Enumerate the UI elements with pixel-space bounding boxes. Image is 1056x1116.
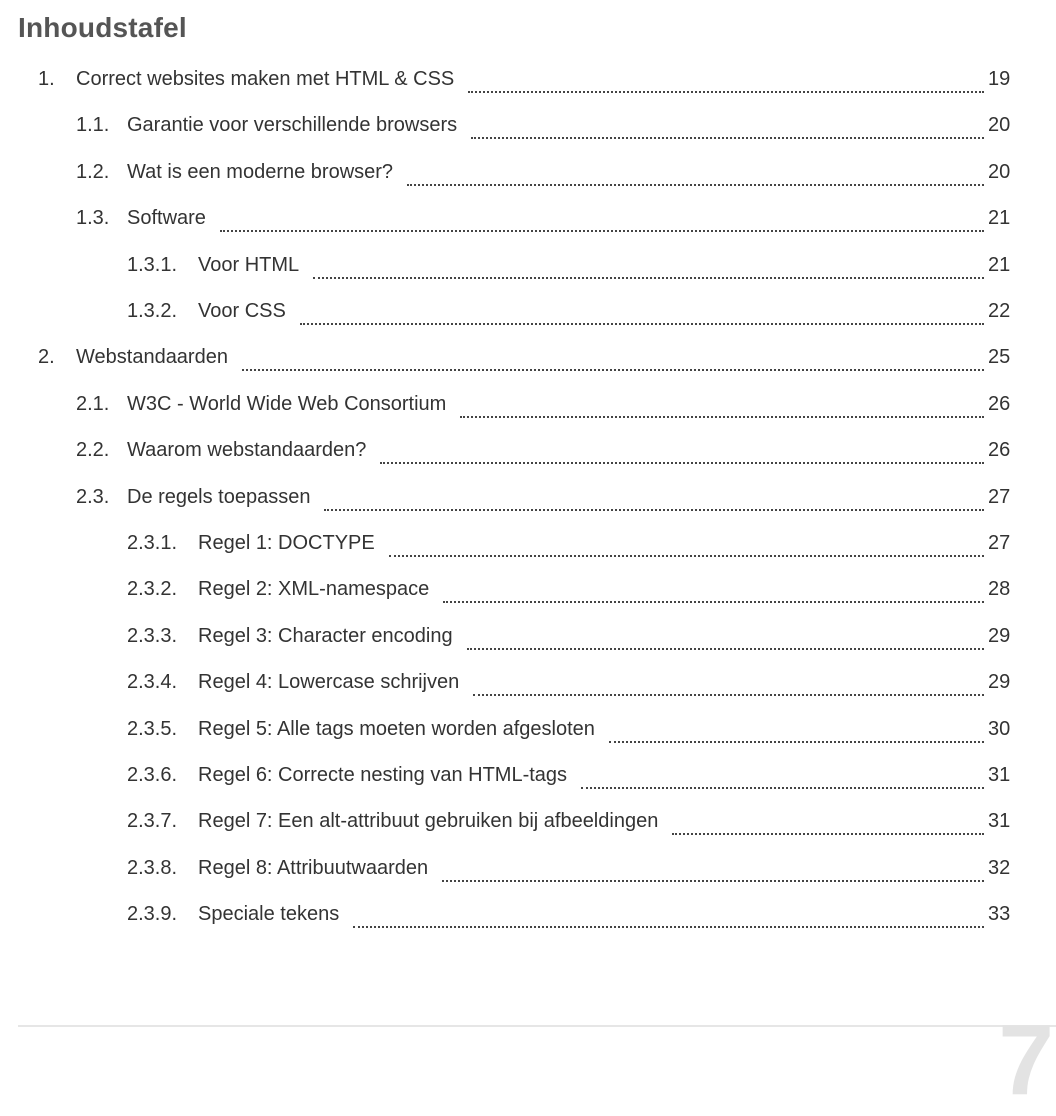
toc-entry-title-wrap: [127, 195, 984, 241]
toc-entry-number: 2.3.7.: [127, 810, 178, 833]
toc-entry-page: 31: [988, 764, 1011, 786]
toc-entry[interactable]: [0, 798, 1056, 844]
toc-entry-title: Voor HTML: [198, 253, 300, 276]
dot-leader: [324, 509, 984, 511]
toc-entry-title: Regel 6: Correcte nesting van HTML-tags: [198, 764, 568, 786]
dot-leader: [300, 323, 984, 325]
toc-entry-title-wrap: [198, 706, 984, 752]
toc-entry-number: 2.2.: [76, 439, 110, 462]
toc-entry-title-wrap: [198, 242, 984, 288]
toc-entry[interactable]: [0, 102, 1056, 148]
toc-entry-page: 33: [988, 903, 1011, 926]
dot-leader: [468, 91, 984, 93]
toc-entry-title-wrap: [198, 659, 984, 705]
toc-entry-title-wrap: [127, 149, 984, 195]
toc-entry-page: 27: [988, 485, 1011, 508]
toc-entry-number: 2.3.8.: [127, 856, 178, 879]
toc-entry-title: Voor CSS: [198, 300, 286, 322]
toc-entry-number: 2.3.9.: [127, 903, 178, 926]
toc-entry-title: Regel 4: Lowercase schrijven: [198, 671, 460, 694]
dot-leader: [460, 416, 984, 418]
toc-entry-title: Regel 3: Character encoding: [198, 624, 453, 647]
toc-entry[interactable]: [0, 334, 1056, 380]
toc-entry-number: 2.3.4.: [127, 671, 178, 694]
toc-entry-title-wrap: [198, 752, 984, 798]
toc-entry-number: 1.3.: [76, 207, 110, 230]
toc-entry-title: W3C - World Wide Web Consortium: [127, 392, 447, 415]
toc-entry-title-wrap: [198, 891, 984, 937]
dot-leader: [242, 369, 984, 371]
toc-entry[interactable]: [0, 288, 1056, 334]
toc-entry[interactable]: [0, 195, 1056, 241]
toc-entry-number: 1.1.: [76, 114, 110, 137]
toc-entry-page: 29: [988, 624, 1011, 647]
toc-entry-page: 28: [988, 578, 1011, 601]
page-title: Inhoudstafel: [18, 12, 187, 43]
toc-entry[interactable]: [0, 149, 1056, 195]
toc-entry-title-wrap: [76, 56, 984, 102]
toc-entry-number: 2.1.: [76, 392, 110, 415]
toc-entry-number: 2.3.2.: [127, 578, 178, 601]
toc-entry-title-wrap: [127, 102, 984, 148]
toc-entry[interactable]: [0, 381, 1056, 427]
dot-leader: [389, 555, 984, 557]
dot-leader: [473, 694, 984, 696]
toc-entry-title-wrap: [198, 845, 984, 891]
toc-entry-number: 2.3.3.: [127, 624, 178, 647]
toc-entry[interactable]: [0, 520, 1056, 566]
toc-entry-title-wrap: [127, 381, 984, 427]
toc-entry-page: 31: [988, 810, 1011, 833]
toc-entry-page: 27: [988, 532, 1011, 554]
dot-leader: [581, 787, 984, 789]
dot-leader: [442, 880, 984, 882]
dot-leader: [467, 648, 984, 650]
toc-entry-title: Waarom webstandaarden?: [127, 439, 367, 462]
toc-entry-title: Regel 7: Een alt-attribuut gebruiken bij afbeeldingen: [198, 810, 659, 833]
footer-divider: [18, 1025, 1056, 1027]
toc-entry-title: Webstandaarden: [76, 346, 228, 369]
dot-leader: [609, 741, 984, 743]
toc-entry[interactable]: [0, 613, 1056, 659]
toc-entry-title: Speciale tekens: [198, 903, 340, 926]
dot-leader: [672, 833, 984, 835]
toc-entry-number: 1.3.2.: [127, 300, 178, 322]
toc-entry-title-wrap: [198, 566, 984, 612]
toc-entry-title-wrap: [198, 613, 984, 659]
toc-entry-page: 20: [988, 114, 1011, 137]
toc-entry[interactable]: [0, 427, 1056, 473]
toc-entry-number: 1.2.: [76, 160, 110, 183]
toc-entry-title: Regel 1: DOCTYPE: [198, 532, 375, 554]
toc-entry[interactable]: [0, 659, 1056, 705]
dot-leader: [380, 462, 984, 464]
toc-entry-title: Garantie voor verschillende browsers: [127, 114, 458, 137]
dot-leader: [220, 230, 984, 232]
dot-leader: [407, 184, 984, 186]
toc-entry-title-wrap: [127, 427, 984, 473]
toc-entry-page: 26: [988, 439, 1011, 462]
toc-entry-page: 26: [988, 392, 1011, 415]
toc-entry-page: 30: [988, 717, 1011, 740]
toc-entry[interactable]: [0, 891, 1056, 937]
toc-entry-number: 2.3.5.: [127, 717, 178, 740]
toc-entry-title: Wat is een moderne browser?: [127, 160, 394, 183]
toc-entry[interactable]: [0, 56, 1056, 102]
toc-entry-page: 32: [988, 856, 1011, 879]
toc-entry-page: 29: [988, 671, 1011, 694]
toc-entry-number: 2.: [38, 346, 55, 369]
toc-entry-page: 22: [988, 300, 1011, 322]
toc-entry-page: 21: [988, 253, 1011, 276]
toc-entry-number: 2.3.1.: [127, 532, 178, 554]
toc-entry-number: 2.3.6.: [127, 764, 178, 786]
toc-entry-page: 19: [988, 68, 1011, 90]
toc-entry-page: 20: [988, 160, 1011, 183]
toc-entry[interactable]: [0, 566, 1056, 612]
toc-entry-title-wrap: [198, 520, 984, 566]
toc-entry-title: Software: [127, 207, 206, 230]
dot-leader: [313, 277, 984, 279]
toc-entry[interactable]: [0, 845, 1056, 891]
toc-entry[interactable]: [0, 752, 1056, 798]
toc-entry[interactable]: [0, 706, 1056, 752]
toc-entry-title: Regel 8: Attribuutwaarden: [198, 856, 429, 879]
dot-leader: [471, 137, 984, 139]
toc-entry-page: 25: [988, 346, 1011, 369]
toc-entry-number: 1.3.1.: [127, 253, 178, 276]
toc-entry-title: Regel 5: Alle tags moeten worden afgesloten: [198, 717, 595, 740]
toc-entry-number: 1.: [38, 68, 55, 90]
dot-leader: [443, 601, 984, 603]
toc-entry-title-wrap: [127, 474, 984, 520]
dot-leader: [353, 926, 984, 928]
toc-entry-title-wrap: [198, 288, 984, 334]
toc-entry[interactable]: [0, 474, 1056, 520]
toc-entry-number: 2.3.: [76, 485, 110, 508]
toc-entry-page: 21: [988, 207, 1011, 230]
page-number: 7: [998, 1004, 1054, 1116]
toc-entry-title: De regels toepassen: [127, 485, 311, 508]
toc-entry-title-wrap: [76, 334, 984, 380]
toc-entry[interactable]: [0, 242, 1056, 288]
toc-entry-title: Regel 2: XML-namespace: [198, 578, 430, 601]
toc-entry-title: Correct websites maken met HTML & CSS: [76, 68, 455, 90]
toc-entry-title-wrap: [198, 798, 984, 844]
